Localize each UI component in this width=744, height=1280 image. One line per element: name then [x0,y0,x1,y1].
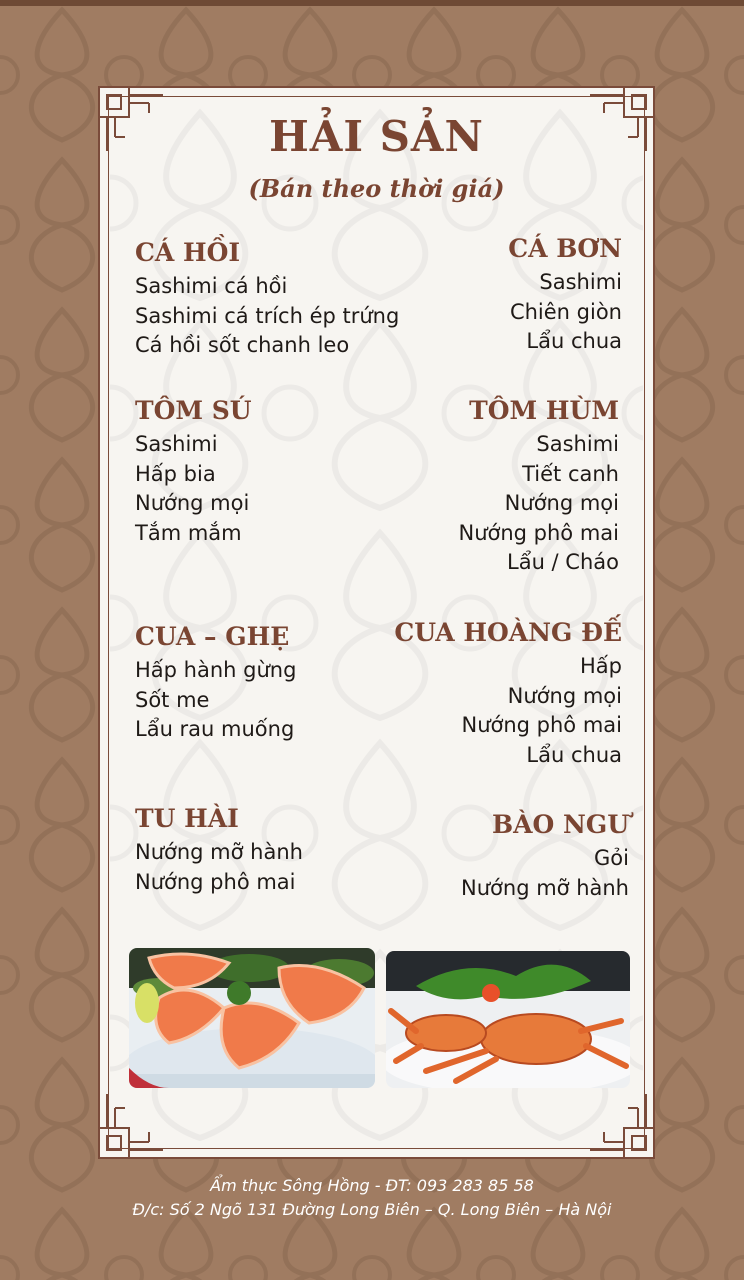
menu-item: Sashimi [135,432,218,456]
section-heading: TU HÀI [135,804,239,833]
menu-item: Nướng mọi [507,683,622,708]
menu-item: Nướng phô mai [461,713,622,737]
menu-item: Lẩu / Cháo [507,550,619,574]
section-heading: TÔM HÙM [469,396,619,425]
section-ca-bon [508,232,622,357]
menu-subtitle: (Bán theo thời giá) [248,174,505,203]
section-cua-ghe [135,620,296,745]
menu-item: Tắm mắm [135,520,242,545]
section-tom-su [135,394,252,548]
corner-ornament-bottom-right [590,1094,656,1160]
menu-item: Nướng phô mai [458,520,619,545]
menu-item: Hấp hành gừng [135,658,297,682]
menu-item: Nướng mọi [504,491,619,515]
footer-contact: Ẩm thực Sông Hồng - ĐT: 093 283 85 58 [210,1176,534,1195]
menu-item: Gỏi [594,846,629,870]
section-heading: CÁ BƠN [508,234,622,263]
section-heading: CÁ HỒI [135,238,241,267]
section-ca-hoi [135,236,399,361]
section-bao-ngu [461,808,629,903]
menu-item: Nướng phô mai [135,869,296,894]
menu-item: Sashimi [539,270,622,294]
section-heading: TÔM SÚ [135,396,252,425]
steamed-crab-photo [386,951,630,1088]
section-heading: CUA – GHẸ [135,622,290,651]
menu-item: Tiết canh [522,461,619,486]
menu-item: Lẩu chua [526,742,622,767]
section-tu-hai [135,802,303,897]
salmon-sashimi-photo [129,948,375,1088]
menu-item: Lẩu chua [526,329,622,353]
menu-item: Hấp bia [135,461,216,486]
menu-title: HẢI SẢN [269,112,484,161]
footer-address: Đ/c: Số 2 Ngõ 131 Đường Long Biên – Q. Long Biên – Hà Nội [132,1200,612,1219]
section-heading: CUA HOÀNG ĐẾ [394,618,622,647]
menu-item: Cá hồi sốt chanh leo [135,333,350,357]
menu-item: Lẩu rau muống [135,717,295,741]
corner-ornament-bottom-left [97,1094,163,1160]
section-heading: BÀO NGƯ [491,810,629,839]
menu-item: Nướng mọi [135,491,250,515]
menu-item: Hấp [580,654,622,678]
section-tom-hum [458,394,619,578]
menu-item: Sốt me [135,687,210,712]
menu-item: Chiên giòn [509,299,622,324]
section-cua-hoang-de [394,616,622,770]
menu-item: Nướng mỡ hành [461,875,629,900]
menu-item: Sashimi [536,432,619,456]
menu-item: Sashimi cá hồi [135,274,288,298]
menu-item: Nướng mỡ hành [135,840,303,864]
menu-item: Sashimi cá trích ép trứng [135,303,400,328]
